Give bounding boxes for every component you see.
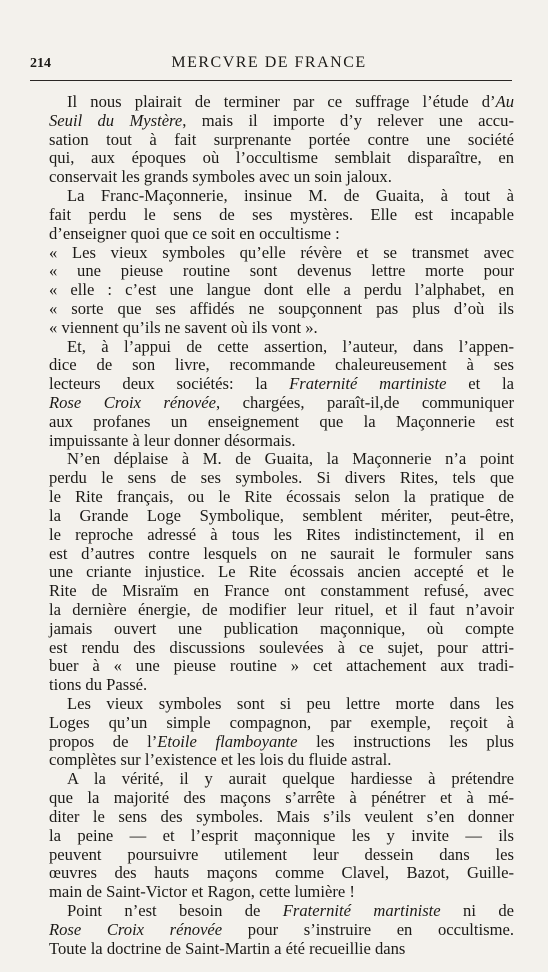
text-run: qui, aux époques où l’occultisme semblait disparaître, en: [49, 148, 514, 168]
text-line: [49, 563, 514, 582]
text-line: [49, 639, 514, 658]
text-line: [49, 846, 514, 865]
text-run: impuissante à leur donner désormais.: [49, 430, 296, 450]
text-run: A la vérité, il y aurait quelque hardiesse à prétendre: [67, 769, 514, 789]
text-run: la dernière énergie, de modifier leur rituel, et il faut n’avoir: [49, 599, 514, 619]
text-line: [49, 281, 514, 300]
text-line: [49, 770, 514, 789]
text-run: pour s’instruire en occultisme.: [222, 919, 514, 939]
text-run: est d’autres contre lesquels on ne saurait le formuler sans: [49, 543, 514, 563]
italic-run: Etoile flamboyante: [157, 731, 298, 751]
paragraph-p4: [49, 338, 514, 451]
text-line: [49, 902, 514, 921]
text-run: le Rite français, ou le Rite écossais selon la pratique de: [49, 487, 514, 507]
header-rule: [30, 80, 512, 81]
italic-run: Fraternité martiniste: [289, 374, 447, 394]
paragraph-p7: [49, 770, 514, 902]
text-line: [49, 375, 514, 394]
text-run: Rite de Misraïm en France ont constamment refusé, avec: [49, 581, 514, 601]
text-run: œuvres des hauts maçons comme Clavel, Bazot, Guille-: [49, 863, 514, 883]
text-line: [49, 582, 514, 601]
text-run: Les vieux symboles sont si peu lettre morte dans les: [67, 694, 514, 713]
page-number: 214: [30, 56, 51, 71]
text-line: [49, 450, 514, 469]
text-line: [49, 733, 514, 752]
paragraph-p2: [49, 187, 514, 243]
text-run: « Les vieux symboles qu’elle révère et se transmet avec: [49, 242, 514, 262]
text-run: , mais il importe d’y relever une accu-: [182, 110, 514, 130]
page-body: [49, 93, 514, 958]
text-run: Il nous plairait de terminer par ce suffrage l’étude d’: [67, 92, 496, 111]
italic-run: Au: [495, 92, 514, 111]
text-line: [49, 112, 514, 131]
text-line: [49, 206, 514, 225]
text-run: d’enseigner quoi que ce soit en occultisme :: [49, 223, 340, 243]
text-line: [49, 695, 514, 714]
text-run: aux profanes un enseignement que la Maçonnerie est: [49, 411, 514, 431]
text-line: [49, 319, 514, 338]
text-line: [49, 789, 514, 808]
text-line: [49, 601, 514, 620]
text-line: [49, 883, 514, 902]
text-run: et la: [446, 374, 515, 394]
text-run: La Franc-Maçonnerie, insinue M. de Guaita, à tout à: [67, 186, 514, 206]
text-line: [49, 413, 514, 432]
italic-run: Rose Croix rénovée: [49, 919, 223, 939]
text-line: [49, 545, 514, 564]
running-head: MERCVRE DE FRANCE: [171, 54, 367, 71]
text-line: [49, 187, 514, 206]
text-run: peuvent poursuivre utilement leur dessein dans les: [49, 844, 514, 864]
text-line: [49, 469, 514, 488]
text-line: [49, 808, 514, 827]
text-run: « elle : c’est une langue dont elle a perdu l’alphabet, en: [49, 280, 514, 300]
page-header: [30, 52, 508, 76]
text-run: complètes sur l’existence et les lois du fluide astral.: [49, 750, 392, 770]
paragraph-p1: [49, 93, 514, 187]
text-run: diter le sens des symboles. Mais s’ils veulent s’en donner: [49, 806, 514, 826]
text-run: conservait les grands symboles avec un soin jaloux.: [49, 167, 392, 187]
text-run: Toute la doctrine de Saint-Martin a été recueillie dans: [49, 938, 406, 958]
text-line: [49, 676, 514, 695]
text-line: [49, 488, 514, 507]
italic-run: Fraternité martiniste: [282, 900, 441, 920]
text-line: [49, 864, 514, 883]
text-run: Point n’est besoin de: [67, 900, 283, 920]
text-line: [49, 225, 514, 244]
paragraph-p3: [49, 244, 514, 338]
text-line: [49, 93, 514, 112]
text-run: buer à « une pieuse routine » cet attachement aux tradi-: [49, 656, 514, 676]
paragraph-p5: [49, 450, 514, 695]
text-run: la Grande Loge Symbolique, semblent mériter, peut-être,: [49, 505, 514, 525]
text-line: [49, 356, 514, 375]
text-line: [49, 827, 514, 846]
text-run: tions du Passé.: [49, 675, 148, 695]
text-run: N’en déplaise à M. de Guaita, la Maçonnerie n’a point: [67, 449, 514, 469]
text-run: le reproche adressé à tous les Rites indistinctement, il en: [49, 524, 514, 544]
text-run: main de Saint-Victor et Ragon, cette lumière !: [49, 882, 355, 902]
text-run: jamais ouvert une publication maçonnique, où compte: [49, 618, 514, 638]
text-run: une criante injustice. Le Rite écossais ancien accepté et le: [49, 562, 514, 582]
text-run: Et, à l’appui de cette assertion, l’auteur, dans l’appen-: [67, 336, 514, 356]
text-line: [49, 714, 514, 733]
text-line: [49, 338, 514, 357]
text-run: propos de l’: [49, 731, 158, 751]
italic-run: Rose Croix rénovée: [49, 393, 216, 412]
text-line: [49, 394, 514, 413]
text-line: [49, 940, 514, 959]
text-run: dice de son livre, recommande chaleureusement à ses: [49, 355, 514, 375]
text-line: [49, 657, 514, 676]
text-line: [49, 526, 514, 545]
text-run: « sorte que ses affidés ne soupçonnent pas plus d’où ils: [49, 298, 514, 318]
text-line: [49, 620, 514, 639]
text-run: lecteurs deux sociétés: la: [49, 374, 290, 394]
text-line: [49, 131, 514, 150]
text-run: la peine — et l’esprit maçonnique les y invite — ils: [49, 825, 514, 845]
text-line: [49, 507, 514, 526]
text-run: est rendu des discussions soulevées à ce sujet, pour attri-: [49, 637, 514, 657]
text-run: « une pieuse routine sont devenus lettre morte pour: [49, 261, 514, 281]
text-line: [49, 168, 514, 187]
text-line: [49, 751, 514, 770]
text-run: , chargées, paraît-il,de communiquer: [215, 393, 514, 412]
text-run: perdu le sens de ses symboles. Si divers Rites, tels que: [49, 468, 514, 488]
text-line: [49, 244, 514, 263]
text-run: sation tout à fait surprenante portée contre une société: [49, 129, 514, 149]
text-run: les instructions les plus: [297, 731, 514, 751]
text-run: que la majorité des maçons s’arrête à pénétrer et à mé-: [49, 788, 514, 808]
paragraph-p6: [49, 695, 514, 770]
text-line: [49, 300, 514, 319]
italic-run: Seuil du Mystère: [49, 110, 183, 130]
text-run: fait perdu le sens de ses mystères. Elle est incapable: [49, 204, 514, 224]
text-run: « viennent qu’ils ne savent où ils vont ».: [49, 317, 318, 337]
text-line: [49, 149, 514, 168]
paragraph-p8: [49, 902, 514, 958]
text-line: [49, 432, 514, 451]
text-run: ni de: [440, 900, 514, 920]
text-line: [49, 262, 514, 281]
text-line: [49, 921, 514, 940]
text-run: Loges qu’un simple compagnon, par exemple, reçoit à: [49, 712, 514, 732]
